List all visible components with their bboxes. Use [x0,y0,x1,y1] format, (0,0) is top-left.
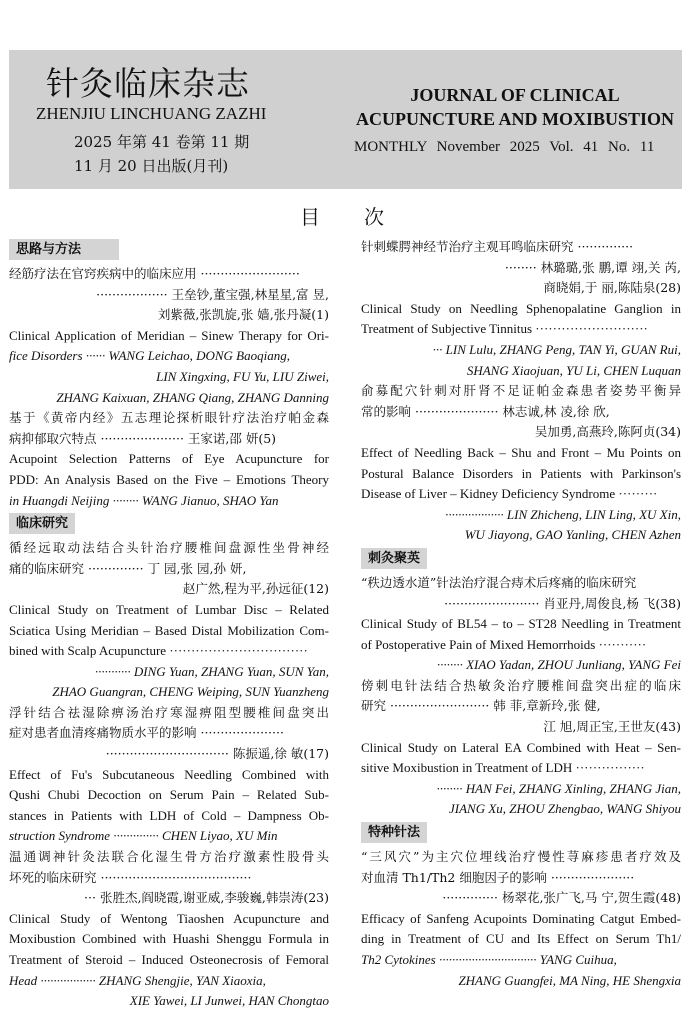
entry-line: 刘紫薇,张凯旋,张 嫱,张丹凝(1) [157,307,329,323]
toc-left-column [9,237,329,1012]
entry-line: LIN Xingxing, FU Yu, LIU Ziwei, [156,368,329,384]
toc-entry[interactable] [361,573,681,614]
entry-line: 坏死的临床研究 ······································ [9,869,252,885]
toc-entry[interactable] [361,237,681,299]
entry-line: 俞募配穴针刺对肝肾不足证帕金森患者姿势平衡异 [361,383,681,399]
entry-line: 研究 ························· 韩 菲,章新玲,张 健, [361,698,601,714]
toc-entry-en[interactable] [9,326,329,408]
toc-entry[interactable] [9,703,329,765]
entry-line: 痛的临床研究 ·············· 丁 园,张 园,孙 妍, [9,560,247,576]
entry-line: 基于《黄帝内经》五志理论探析眼针疗法治疗帕金森 [9,410,329,426]
entry-line: SHANG Xiaojuan, YU Li, CHEN Luquan [466,362,681,378]
entry-line: Sciatica Using Meridian – Based Distal Mobilization Com- [9,622,329,638]
entry-line: of Postoperative Pain of Mixed Hemorrhoids ··········· [361,636,647,652]
entry-line: Clinical Study on Treatment of Lumbar Disc – Related [9,601,329,617]
journal-title-en-line1: JOURNAL OF CLINICAL [410,85,620,105]
entry-line: in Huangdi Neijing ········ WANG Jianuo, SHAO Yan [9,492,279,508]
entry-line: PDD: An Analysis Based on the Five – Emotions Theory [9,471,329,487]
entry-line: 针刺蝶腭神经节治疗主观耳鸣临床研究 ·············· [361,239,634,254]
entry-line: 病抑郁取穴特点 ····················· 王家诺,邵 妍(5) [9,430,277,446]
toc-entry-en[interactable] [361,299,681,381]
entry-line: Th2 Cytokines ······························ YANG Cuihua, [361,952,617,967]
entry-line: Clinical Study on Needling Sphenopalatine Ganglion in [361,300,681,316]
entry-line: sitive Moxibustion in Treatment of LDH ················ [361,760,645,776]
toc-entry-en[interactable] [361,614,681,676]
entry-line: Clinical Study of BL54 – to – ST28 Needling in Treatment [361,616,681,632]
toc-entry-en[interactable] [361,738,681,820]
entry-line: ZHAO Guangran, CHENG Weiping, SUN Yuanzheng [52,684,329,700]
toc-entry[interactable] [9,538,329,600]
entry-line: ·················· 王垒钞,董宝强,林星星,富 昱, [96,286,329,302]
entry-line: Treatment of Steroid – Induced Osteonecrosis of Femoral [9,952,329,967]
toc-entry-en[interactable] [361,443,681,546]
toc-entry-en[interactable] [9,765,329,847]
entry-line: 常的影响 ····················· 林志诚,林 凌,徐 欣, [361,403,610,419]
entry-line: Head ················· ZHANG Shengjie, YAN Xiaoxia, [9,972,266,988]
entry-line: ······························· 陈振遥,徐 敏(17) [105,746,329,762]
entry-line: ZHANG Guangfei, MA Ning, HE Shengxia [458,972,681,988]
entry-line: WU Jiayong, GAO Yanling, CHEN Azhen [464,527,681,543]
entry-line: Clinical Application of Meridian – Sinew Therapy for Ori- [9,327,329,343]
entry-line: ding in Treatment of CU and Its Effect on Serum Th1/ [361,931,681,947]
entry-line: fice Disorders ······ WANG Leichao, DONG Baoqiang, [9,348,290,364]
journal-title-pinyin: ZHENJIU LINCHUANG ZAZHI [36,104,267,123]
entry-line: Effect of Needling Back – Shu and Front – Mu Points on [361,444,681,460]
issue-info-en: MONTHLY November 2025 Vol. 41 No. 11 [354,139,655,155]
entry-line: “三风穴”为主穴位埋线治疗慢性荨麻疹患者疗效及 [361,849,681,865]
section-heading: 特种针法 [361,822,427,843]
entry-line: Clinical Study on Lateral EA Combined with Heat – Sen- [361,739,681,755]
entry-line: ························ 肖亚丹,周俊良,杨 飞(38) [444,595,681,611]
entry-line: 吴加勇,高燕玲,陈阿贞(34) [534,424,681,440]
toc-entry-en[interactable] [9,909,329,1012]
entry-line: 症对患者血清疼痛物质水平的影响 ····················· [9,725,284,741]
entry-line: “秩边透水道”针法治疗混合痔术后疼痛的临床研究 [361,574,637,590]
entry-line: XIE Yawei, LI Junwei, HAN Chongtao [129,993,329,1009]
entry-line: Treatment of Subjective Tinnitus ·························· [361,321,648,337]
entry-line: ·················· LIN Zhicheng, LIN Ling, XU Xin, [445,506,681,522]
toc-right-column [361,237,681,991]
journal-title-cn: 针灸临床杂志 [46,64,250,103]
toc-entry[interactable] [9,264,329,326]
publish-date-cn: 11 月 20 日出版(月刊) [74,157,229,175]
entry-line: 傍刺电针法结合热敏灸治疗腰椎间盘突出症的临床 [361,677,681,693]
entry-line: ··· LIN Lulu, ZHANG Peng, TAN Yi, GUAN Rui, [432,341,681,357]
entry-line: 商晓娟,于 丽,陈陆泉(28) [543,280,681,296]
toc-entry[interactable] [9,408,329,449]
issue-info-cn: 2025 年第 41 卷第 11 期 [74,133,250,151]
entry-line: Postural Balance Disorders in Patients with Parkinson's [361,465,681,481]
section-heading: 刺灸聚英 [361,548,427,569]
entry-line: 对血清 Th1/Th2 细胞因子的影响 ····················· [361,869,635,885]
toc-entry[interactable] [9,847,329,909]
entry-line: ········ XIAO Yadan, ZHOU Junliang, YANG Fei [436,657,681,673]
entry-line: ········ 林璐璐,张 鹏,谭 翊,关 芮, [504,259,681,275]
section-heading: 临床研究 [9,513,75,534]
entry-line: 经筋疗法在官窍疾病中的临床应用 ························· [9,266,300,281]
toc-entry-en[interactable] [9,600,329,703]
entry-line: Qushi Chubi Decoction on Serum Pain – Related Sub- [9,787,329,803]
entry-line: Clinical Study of Wentong Tiaoshen Acupuncture and [9,910,329,926]
entry-line: Moxibustion Combined with Huashi Shenggu Formula in [9,931,329,947]
toc-entry-en[interactable] [9,449,329,511]
entry-line: struction Syndrome ·············· CHEN Liyao, XU Min [9,828,278,844]
entry-line: 浮针结合祛湿除痹汤治疗寒湿痹阻型腰椎间盘突出 [9,704,329,720]
toc-entry[interactable] [361,847,681,909]
entry-line: 赵广然,程为平,孙远征(12) [182,581,329,597]
entry-line: Efficacy of Sanfeng Acupoints Dominating Catgut Embed- [361,910,681,926]
toc-entry[interactable] [361,676,681,738]
entry-line: stances in Patients with LDH of Cold – Dampness Ob- [9,807,329,823]
entry-line: ZHANG Kaixuan, ZHANG Qiang, ZHANG Danning [56,389,329,405]
entry-line: ··········· DING Yuan, ZHANG Yuan, SUN Yan, [94,663,329,679]
entry-line: Disease of Liver – Kidney Deficiency Syndrome ········· [361,486,658,502]
entry-line: ·············· 杨翠花,张广飞,马 宁,贺生霞(48) [442,890,681,906]
section-heading: 思路与方法 [9,239,119,260]
entry-line: 温通调神针灸法联合化湿生骨方治疗激素性股骨头 [9,849,329,865]
entry-line: 循经远取动法结合头针治疗腰椎间盘源性坐骨神经 [9,540,329,556]
toc-entry[interactable] [361,381,681,443]
journal-title-en [350,83,680,131]
entry-line: Effect of Fu's Subcutaneous Needling Combined with [9,766,329,782]
entry-line: bined with Scalp Acupuncture ································ [9,643,308,659]
entry-line: ········ HAN Fei, ZHANG Xinling, ZHANG Jian, [436,780,681,796]
entry-line: JIANG Xu, ZHOU Zhengbao, WANG Shiyou [449,801,681,817]
toc-heading: 目次 [300,205,428,229]
entry-line: Acupoint Selection Patterns of Eye Acupuncture for [9,451,329,467]
toc-entry-en[interactable] [361,909,681,991]
entry-line: 江 旭,周正宝,王世友(43) [543,719,681,735]
entry-line: ··· 张胜杰,阎晓霞,谢亚威,李骏巍,韩崇涛(23) [84,890,329,906]
journal-title-en-line2: ACUPUNCTURE AND MOXIBUSTION [355,109,675,129]
